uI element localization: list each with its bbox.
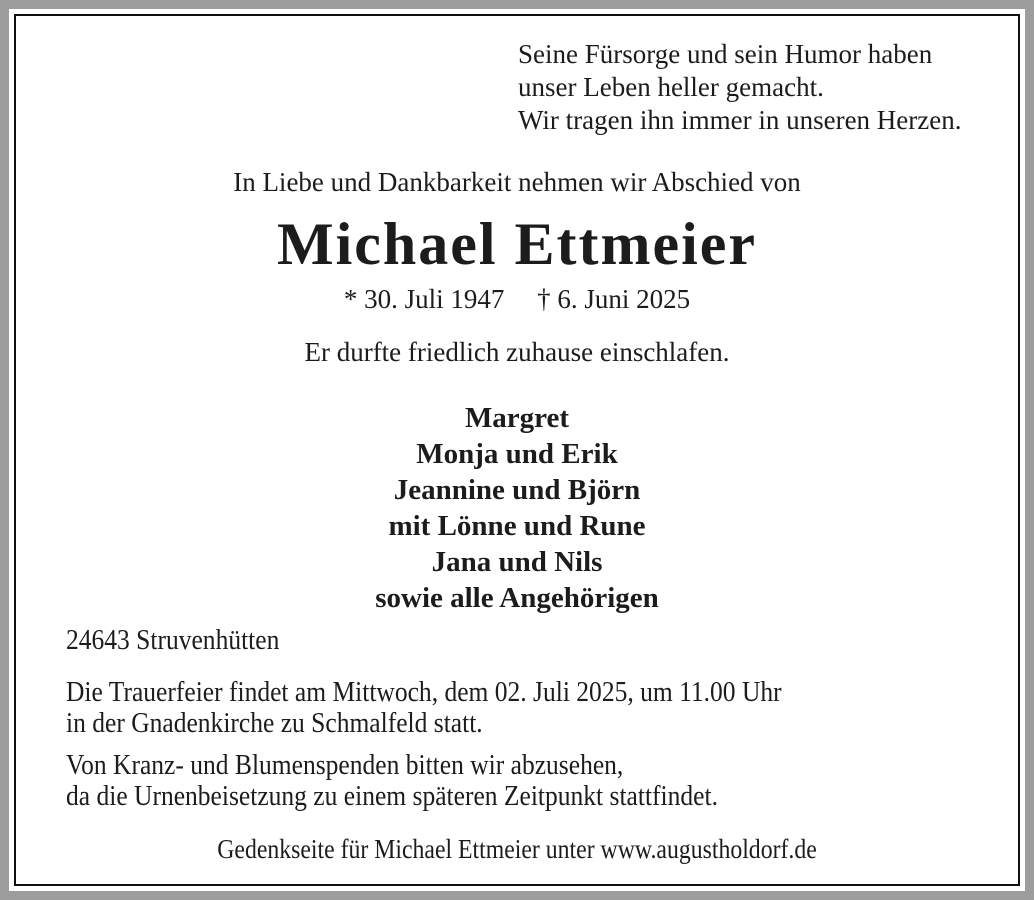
obituary-card [14,14,1020,886]
epigraph-line: Seine Fürsorge und sein Humor haben [518,39,933,69]
mourner-name: Jeannine und Björn [393,474,641,506]
mourner-name: sowie alle Angehörigen [375,582,659,614]
epigraph [518,38,1018,137]
mourner-name: Jana und Nils [431,546,603,578]
epigraph-line: unser Leben heller gemacht. [518,72,824,102]
service-line: Die Trauerfeier findet am Mittwoch, dem 02. Juli 2025, um 11.00 Uhr [66,676,782,708]
donation-line: da die Urnenbeisetzung zu einem späteren Zeitpunkt stattfindet. [66,780,718,812]
mourner-name: mit Lönne und Rune [388,510,646,542]
location-line: 24643 Struvenhütten [66,624,280,656]
life-dates [16,284,1018,315]
epigraph-line: Wir tragen ihn immer in unseren Herzen. [518,105,962,135]
birth-date: * 30. Juli 1947 [343,284,505,314]
mourners-list [16,400,1018,616]
passing-note: Er durfte friedlich zuhause einschlafen. [304,337,730,367]
service-info [66,677,904,739]
mourner-name: Margret [464,402,570,434]
death-date: † 6. Juni 2025 [537,284,691,314]
donation-info [66,750,904,812]
donation-line: Von Kranz- und Blumenspenden bitten wir abzusehen, [66,749,624,781]
memorial-line: Gedenkseite für Michael Ettmeier unter www.augustholdorf.de [217,834,817,864]
service-line: in der Gnadenkirche zu Schmalfeld statt. [66,707,483,739]
deceased-name: Michael Ettmeier [276,211,758,277]
mourner-name: Monja und Erik [416,438,618,470]
intro-line: In Liebe und Dankbarkeit nehmen wir Abschied von [233,167,801,197]
